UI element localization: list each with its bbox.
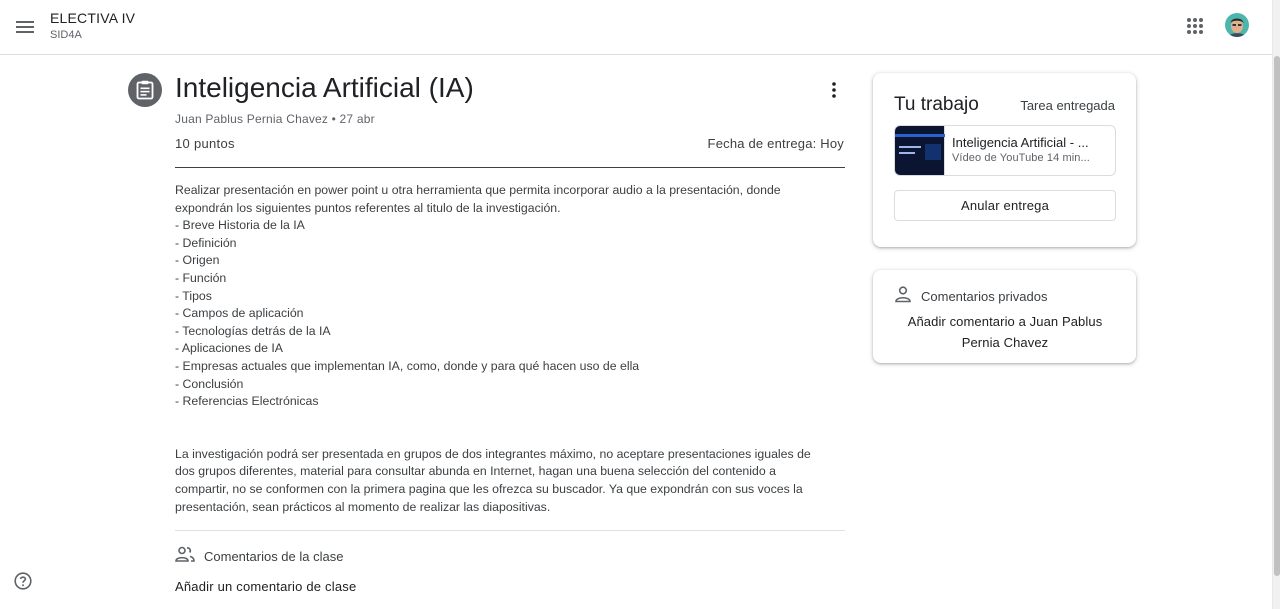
people-icon: [175, 546, 195, 567]
attachment-title: Inteligencia Artificial - ...: [952, 135, 1089, 150]
description-line: - Empresas actuales que implementan IA, como, donde y para qué hacen uso de ella: [175, 358, 640, 373]
description-line: - Función: [175, 270, 227, 285]
private-comments-card: [873, 270, 1136, 363]
submission-status: Tarea entregada: [1020, 98, 1115, 113]
description-paragraph-line: compartir, no se conformen con la primera pagina que les ofrezca su buscador. Ya que expondrán con sus voces la: [175, 481, 803, 496]
class-name[interactable]: ELECTIVA IV: [50, 10, 136, 26]
help-icon[interactable]: [13, 571, 33, 591]
assignment-description: [175, 182, 845, 516]
apps-grid-icon[interactable]: [1183, 14, 1207, 38]
description-line: - Tecnologías detrás de la IA: [175, 323, 331, 338]
your-work-card: [873, 73, 1136, 247]
unsubmit-button[interactable]: Anular entrega: [894, 190, 1116, 221]
header-divider: [175, 167, 845, 168]
description-line: - Referencias Electrónicas: [175, 394, 319, 409]
add-private-comment-button[interactable]: Añadir comentario a Juan Pablus Pernia Chavez: [907, 314, 1103, 350]
your-work-title: Tu trabajo: [894, 94, 979, 115]
description-paragraph-line: dos grupos diferentes, material para consultar abunda en Internet, hagan una buena selección del contenido a: [175, 464, 776, 479]
description-line: - Breve Historia de la IA: [175, 218, 305, 233]
description-line: - Conclusión: [175, 376, 244, 391]
menu-icon[interactable]: [13, 15, 37, 39]
paragraph-gap: [175, 411, 845, 446]
assignment-icon: [128, 73, 162, 107]
assignment-points: 10 puntos: [175, 136, 235, 151]
description-line: - Aplicaciones de IA: [175, 341, 283, 356]
private-comments-header: [894, 285, 1047, 308]
attachment-subtitle: Vídeo de YouTube 14 min...: [952, 152, 1090, 164]
more-options-icon[interactable]: [824, 80, 844, 100]
person-icon: [894, 285, 912, 308]
assignment-meta: Juan Pablus Pernia Chavez • 27 abr: [175, 112, 375, 126]
add-class-comment-button[interactable]: Añadir un comentario de clase: [175, 579, 357, 594]
class-comments-label: Comentarios de la clase: [204, 549, 344, 564]
assignment-title: Inteligencia Artificial (IA): [175, 72, 474, 103]
class-section: SID4A: [50, 29, 82, 41]
description-paragraph-line: presentación, sean prácticos al momento de realizar las diapositivas.: [175, 499, 551, 514]
description-line: Realizar presentación en power point u otra herramienta que permita incorporar audio a la presentación, donde: [175, 183, 781, 197]
top-bar: [0, 0, 1272, 55]
description-line: expondrán los siguientes puntos referentes al titulo de la investigación.: [175, 200, 561, 215]
attachment-youtube-video[interactable]: [894, 125, 1116, 176]
attachment-text: [945, 126, 1115, 175]
description-line: - Tipos: [175, 288, 212, 303]
class-comments-header: [175, 546, 343, 567]
comments-divider: [175, 530, 845, 531]
description-paragraph-line: La investigación podrá ser presentada en grupos de dos integrantes máximo, no aceptare presentaciones iguales de: [175, 446, 811, 461]
scrollbar-thumb[interactable]: [1274, 56, 1280, 576]
page-scrollbar[interactable]: [1272, 0, 1280, 609]
due-date: Fecha de entrega: Hoy: [707, 136, 844, 151]
video-thumbnail: [895, 126, 945, 175]
description-line: - Campos de aplicación: [175, 306, 304, 321]
description-line: - Origen: [175, 253, 220, 268]
description-line: - Definición: [175, 235, 237, 250]
avatar[interactable]: [1225, 13, 1249, 37]
private-comments-label: Comentarios privados: [921, 289, 1048, 304]
